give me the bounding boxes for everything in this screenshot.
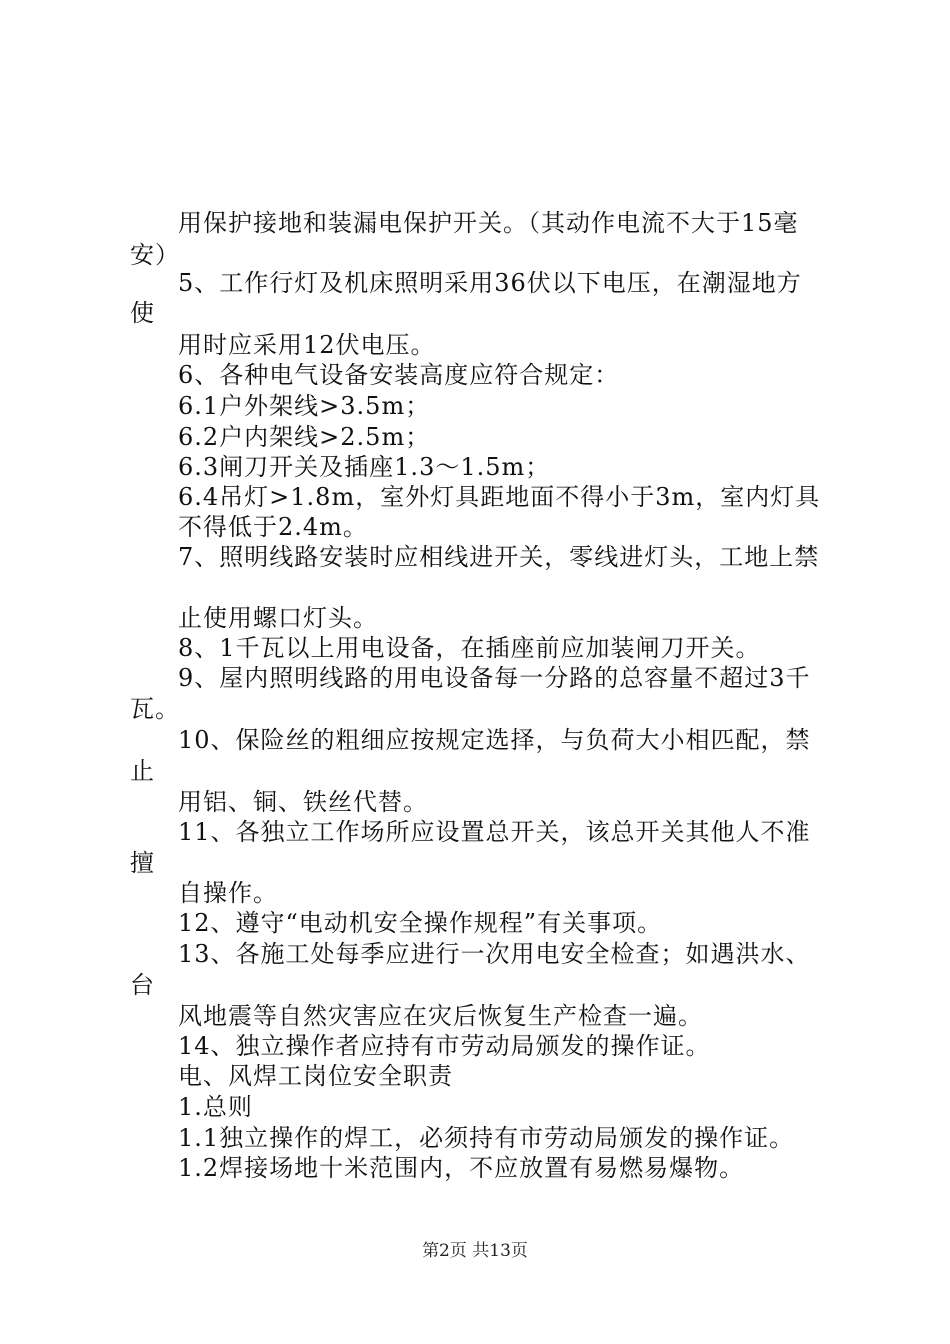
text-line: 6.4吊灯>1.8m，室外灯具距地面不得小于3m，室内灯具: [178, 483, 821, 511]
text-line: 9、屋内照明线路的用电设备每一分路的总容量不超过3千: [178, 664, 811, 692]
text-line: 自操作。: [178, 879, 278, 907]
text-line: 擅: [130, 849, 155, 877]
text-line: 1.1独立操作的焊工，必须持有市劳动局颁发的操作证。: [178, 1124, 795, 1152]
text-line: 风地震等自然灾害应在灾后恢复生产检查一遍。: [178, 1002, 703, 1030]
text-line: 11、各独立工作场所应设置总开关，该总开关其他人不准: [178, 818, 811, 846]
section-heading: 电、风焊工岗位安全职责: [178, 1062, 453, 1090]
text-line: 不得低于2.4m。: [178, 513, 368, 541]
text-line: 止使用螺口灯头。: [178, 604, 378, 632]
text-line: 6.1户外架线>3.5m；: [178, 392, 431, 420]
text-line: 用保护接地和装漏电保护开关。（其动作电流不大于15毫: [178, 209, 799, 237]
text-line: 6.2户内架线>2.5m；: [178, 423, 431, 451]
text-line: 台: [130, 971, 155, 999]
text-line: 安）: [130, 241, 180, 269]
text-line: 6.3闸刀开关及插座1.3～1.5m；: [178, 453, 551, 481]
text-line: 10、保险丝的粗细应按规定选择，与负荷大小相匹配，禁: [178, 726, 811, 754]
text-line: 12、遵守“电动机安全操作规程”有关事项。: [178, 909, 663, 937]
text-line: 瓦。: [130, 695, 180, 723]
text-line: 止: [130, 757, 155, 785]
text-line: 用时应采用12伏电压。: [178, 331, 436, 359]
text-line: 1.总则: [178, 1093, 253, 1121]
text-line: 使: [130, 299, 155, 327]
page-number-footer: 第2页 共13页: [422, 1241, 528, 1261]
text-line: 14、独立操作者应持有市劳动局颁发的操作证。: [178, 1032, 711, 1060]
text-line: 7、照明线路安装时应相线进开关，零线进灯头，工地上禁: [178, 543, 820, 571]
text-line: 5、工作行灯及机床照明采用36伏以下电压，在潮湿地方: [178, 269, 802, 297]
text-line: 6、各种电气设备安装高度应符合规定：: [178, 361, 620, 389]
text-line: 8、1千瓦以上用电设备，在插座前应加装闸刀开关。: [178, 634, 761, 662]
text-line: 用铝、铜、铁丝代替。: [178, 788, 428, 816]
text-line: 1.2焊接场地十米范围内，不应放置有易燃易爆物。: [178, 1154, 745, 1182]
text-line: 13、各施工处每季应进行一次用电安全检查；如遇洪水、: [178, 940, 811, 968]
